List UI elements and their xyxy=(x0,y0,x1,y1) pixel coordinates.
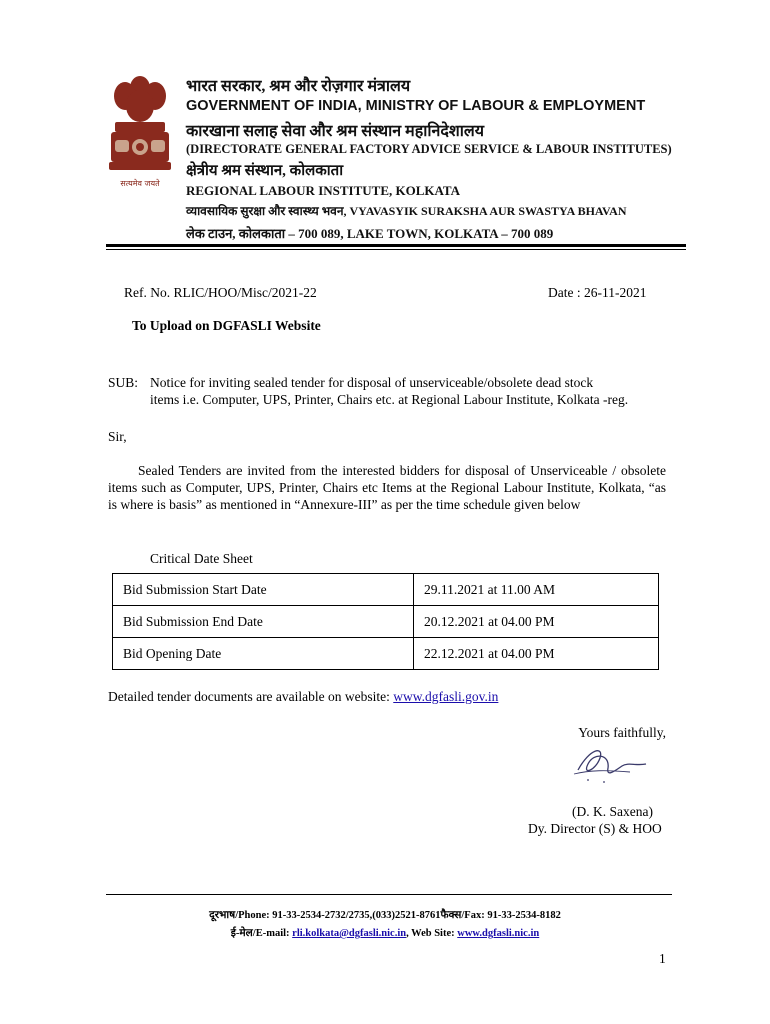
email-link[interactable]: rli.kolkata@dgfasli.nic.in xyxy=(292,928,407,939)
emblem-caption: सत्यमेव जयते xyxy=(120,179,160,188)
header-institute: REGIONAL LABOUR INSTITUTE, KOLKATA xyxy=(186,183,461,198)
date-value: 20.12.2021 at 04.00 PM xyxy=(414,606,659,638)
closing-text: Yours faithfully, xyxy=(578,725,666,740)
subject-line-1: Notice for inviting sealed tender for disposal of unserviceable/obsolete dead stock xyxy=(150,375,594,390)
date-value: 22.12.2021 at 04.00 PM xyxy=(414,638,659,670)
dgfasli-website-link[interactable]: www.dgfasli.gov.in xyxy=(393,689,499,704)
documents-text: Detailed tender documents are available on website: xyxy=(108,689,394,704)
header-hindi-ministry: भारत सरकार, श्रम और रोज़गार मंत्रालय xyxy=(186,78,411,95)
header-divider xyxy=(106,244,686,250)
documents-availability xyxy=(108,688,498,705)
header-address: लेक टाउन, कोलकाता – 700 089, LAKE TOWN, KOLKATA – 700 089 xyxy=(186,226,554,241)
reference-number: Ref. No. RLIC/HOO/Misc/2021-22 xyxy=(124,285,317,300)
salutation: Sir, xyxy=(108,429,127,444)
date-label: Bid Submission End Date xyxy=(113,606,414,638)
header-hindi-institute: क्षेत्रीय श्रम संस्थान, कोलकाता xyxy=(186,163,344,179)
table-row xyxy=(113,574,659,606)
critical-date-table xyxy=(112,573,659,670)
upload-note: To Upload on DGFASLI Website xyxy=(132,318,321,333)
signer-title: Dy. Director (S) & HOO xyxy=(528,821,662,836)
website-label: , Web Site: xyxy=(406,928,458,939)
header-hindi-directorate: कारखाना सलाह सेवा और श्रम संस्थान महानिदेशालय xyxy=(186,123,485,140)
signer-name: (D. K. Saxena) xyxy=(572,804,653,819)
table-row xyxy=(113,606,659,638)
date-label: Bid Opening Date xyxy=(113,638,414,670)
page-number: 1 xyxy=(659,951,666,966)
header-bhavan: व्यावसायिक सुरक्षा और स्वास्थ्य भवन, VYAVASYIK SURAKSHA AUR SWASTYA BHAVAN xyxy=(186,204,627,218)
subject-label: SUB: xyxy=(108,375,139,390)
critical-date-heading: Critical Date Sheet xyxy=(150,551,253,566)
header-ministry: GOVERNMENT OF INDIA, MINISTRY OF LABOUR & EMPLOYMENT xyxy=(186,98,646,114)
footer-phone: दूरभाष/Phone: 91-33-2534-2732/2735,(033)2521-8761फैक्स/Fax: 91-33-2534-8182 xyxy=(209,910,561,921)
subject-line-2: items i.e. Computer, UPS, Printer, Chairs etc. at Regional Labour Institute, Kolkata -reg. xyxy=(150,392,629,407)
national-emblem-icon xyxy=(105,66,175,194)
footer-divider xyxy=(106,894,672,895)
body-paragraph: Sealed Tenders are invited from the interested bidders for disposal of Unserviceable / obsolete items such as Computer, UPS, Printer, Chairs etc Items at the Regional Labour Institute, Kolkata, “as is where is basis” as mentioned in “Annexure-III” as per the time schedule given below xyxy=(108,463,666,512)
footer-contact xyxy=(0,926,770,940)
email-label: ई-मेल/E-mail: xyxy=(230,928,293,939)
date-value: 29.11.2021 at 11.00 AM xyxy=(414,574,659,606)
table-row xyxy=(113,638,659,670)
letter-date: Date : 26-11-2021 xyxy=(548,285,647,300)
signature-icon xyxy=(570,740,650,786)
header-directorate: (DIRECTORATE GENERAL FACTORY ADVICE SERVICE & LABOUR INSTITUTES) xyxy=(186,142,672,156)
footer-website-link[interactable]: www.dgfasli.nic.in xyxy=(457,928,540,939)
date-label: Bid Submission Start Date xyxy=(113,574,414,606)
